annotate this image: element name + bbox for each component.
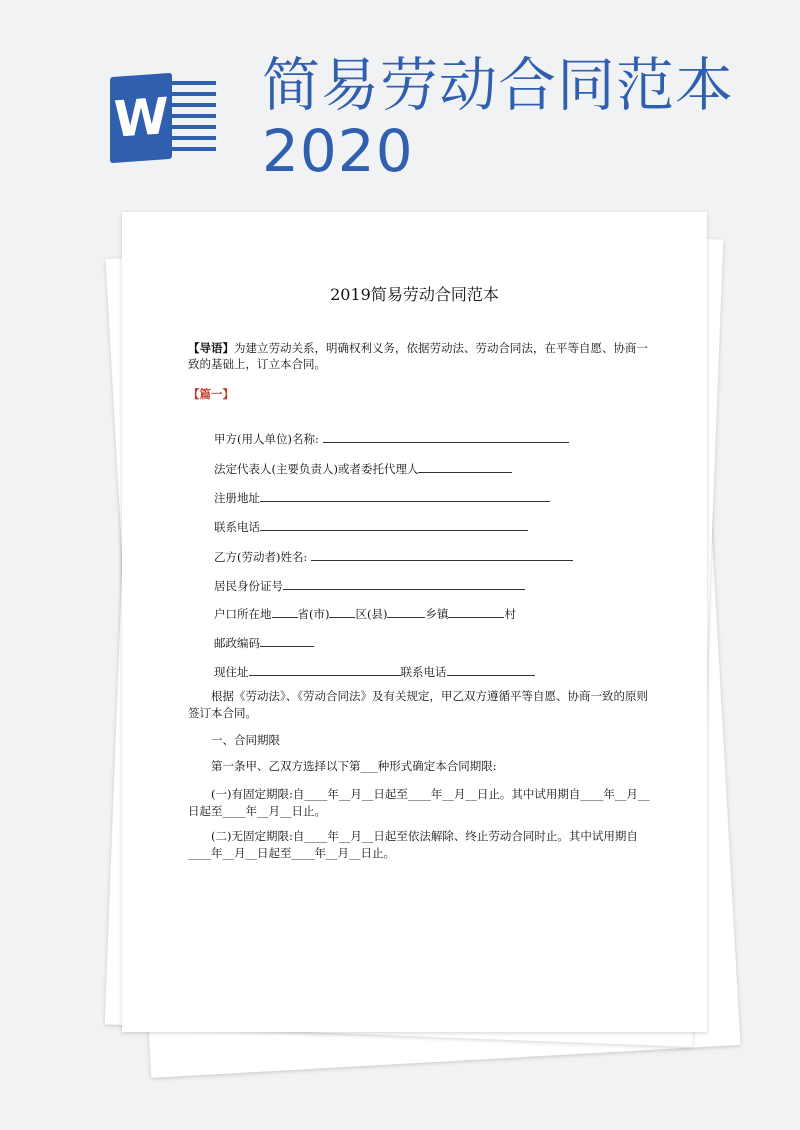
blank-line[interactable] [249,663,401,676]
field-label: 乙方(劳动者)姓名: [214,550,308,564]
blank-line[interactable] [260,634,314,647]
blank-line[interactable] [272,605,298,618]
field-hukou [214,605,516,622]
field-label: 邮政编码 [214,636,260,650]
intro-tag: 【导语】 [188,341,234,355]
intro-text: 为建立劳动关系，明确权利义务，依据劳动法、劳动合同法，在平等自愿、协商一致的基础上，订立本合同。 [188,341,648,371]
basis-paragraph: 根据《劳动法》、《劳动合同法》及有关规定，甲乙双方遵循平等自愿、协商一致的原则签订本合同。 [188,689,648,720]
field-label: 现住址 [214,665,249,679]
blank-line[interactable] [448,605,504,618]
option-open-term: (二)无固定期限:自____年__月__日起至依法解除、终止劳动合同时止。其中试用期自____年__月__日起至____年__月__日止。 [188,829,638,860]
word-icon [110,75,220,161]
field-label: 户口所在地 [214,607,272,621]
blank-line[interactable] [447,663,535,676]
field-reg-address [214,489,550,506]
field-label: 村 [504,607,516,621]
blank-line[interactable] [418,460,512,473]
blank-line[interactable] [387,605,425,618]
field-id-number [214,577,525,594]
blank-line[interactable] [260,489,550,502]
document-title: 2019简易劳动合同范本 [330,285,499,304]
blank-line[interactable] [329,605,355,618]
blank-line[interactable] [323,430,569,443]
field-label: 居民身份证号 [214,579,283,593]
field-label: 乡镇 [425,607,449,621]
field-party-a [214,430,569,447]
word-badge: W [110,73,172,163]
heading-contract-term: 一、合同期限 [211,733,280,747]
field-label: 区(县) [355,607,388,621]
document-sheet [122,212,707,1032]
blank-line[interactable] [311,548,573,561]
field-postcode [214,634,314,651]
blank-line[interactable] [283,577,525,590]
field-party-b [214,548,573,565]
field-legal-rep [214,460,512,477]
field-label: 注册地址 [214,491,260,505]
field-label: 联系电话 [400,665,447,679]
field-label: 联系电话 [214,520,260,534]
field-current-address [214,663,535,680]
field-label: 甲方(用人单位)名称: [214,432,319,446]
page-title: 简易劳动合同范本2020 [262,51,735,185]
field-label: 法定代表人(主要负责人)或者委托代理人 [214,462,419,476]
blank-line[interactable] [260,518,528,531]
option-fixed-term: (一)有固定期限:自____年__月__日起至____年__月__日止。其中试用期自____年__月__日起至____年__月__日止。 [188,787,650,818]
intro-paragraph [188,340,648,372]
section-tag: 【篇一】 [188,387,234,401]
field-label: 省(市) [297,607,330,621]
article-1: 第一条甲、乙双方选择以下第___种形式确定本合同期限: [211,759,497,773]
field-phone [214,518,528,535]
